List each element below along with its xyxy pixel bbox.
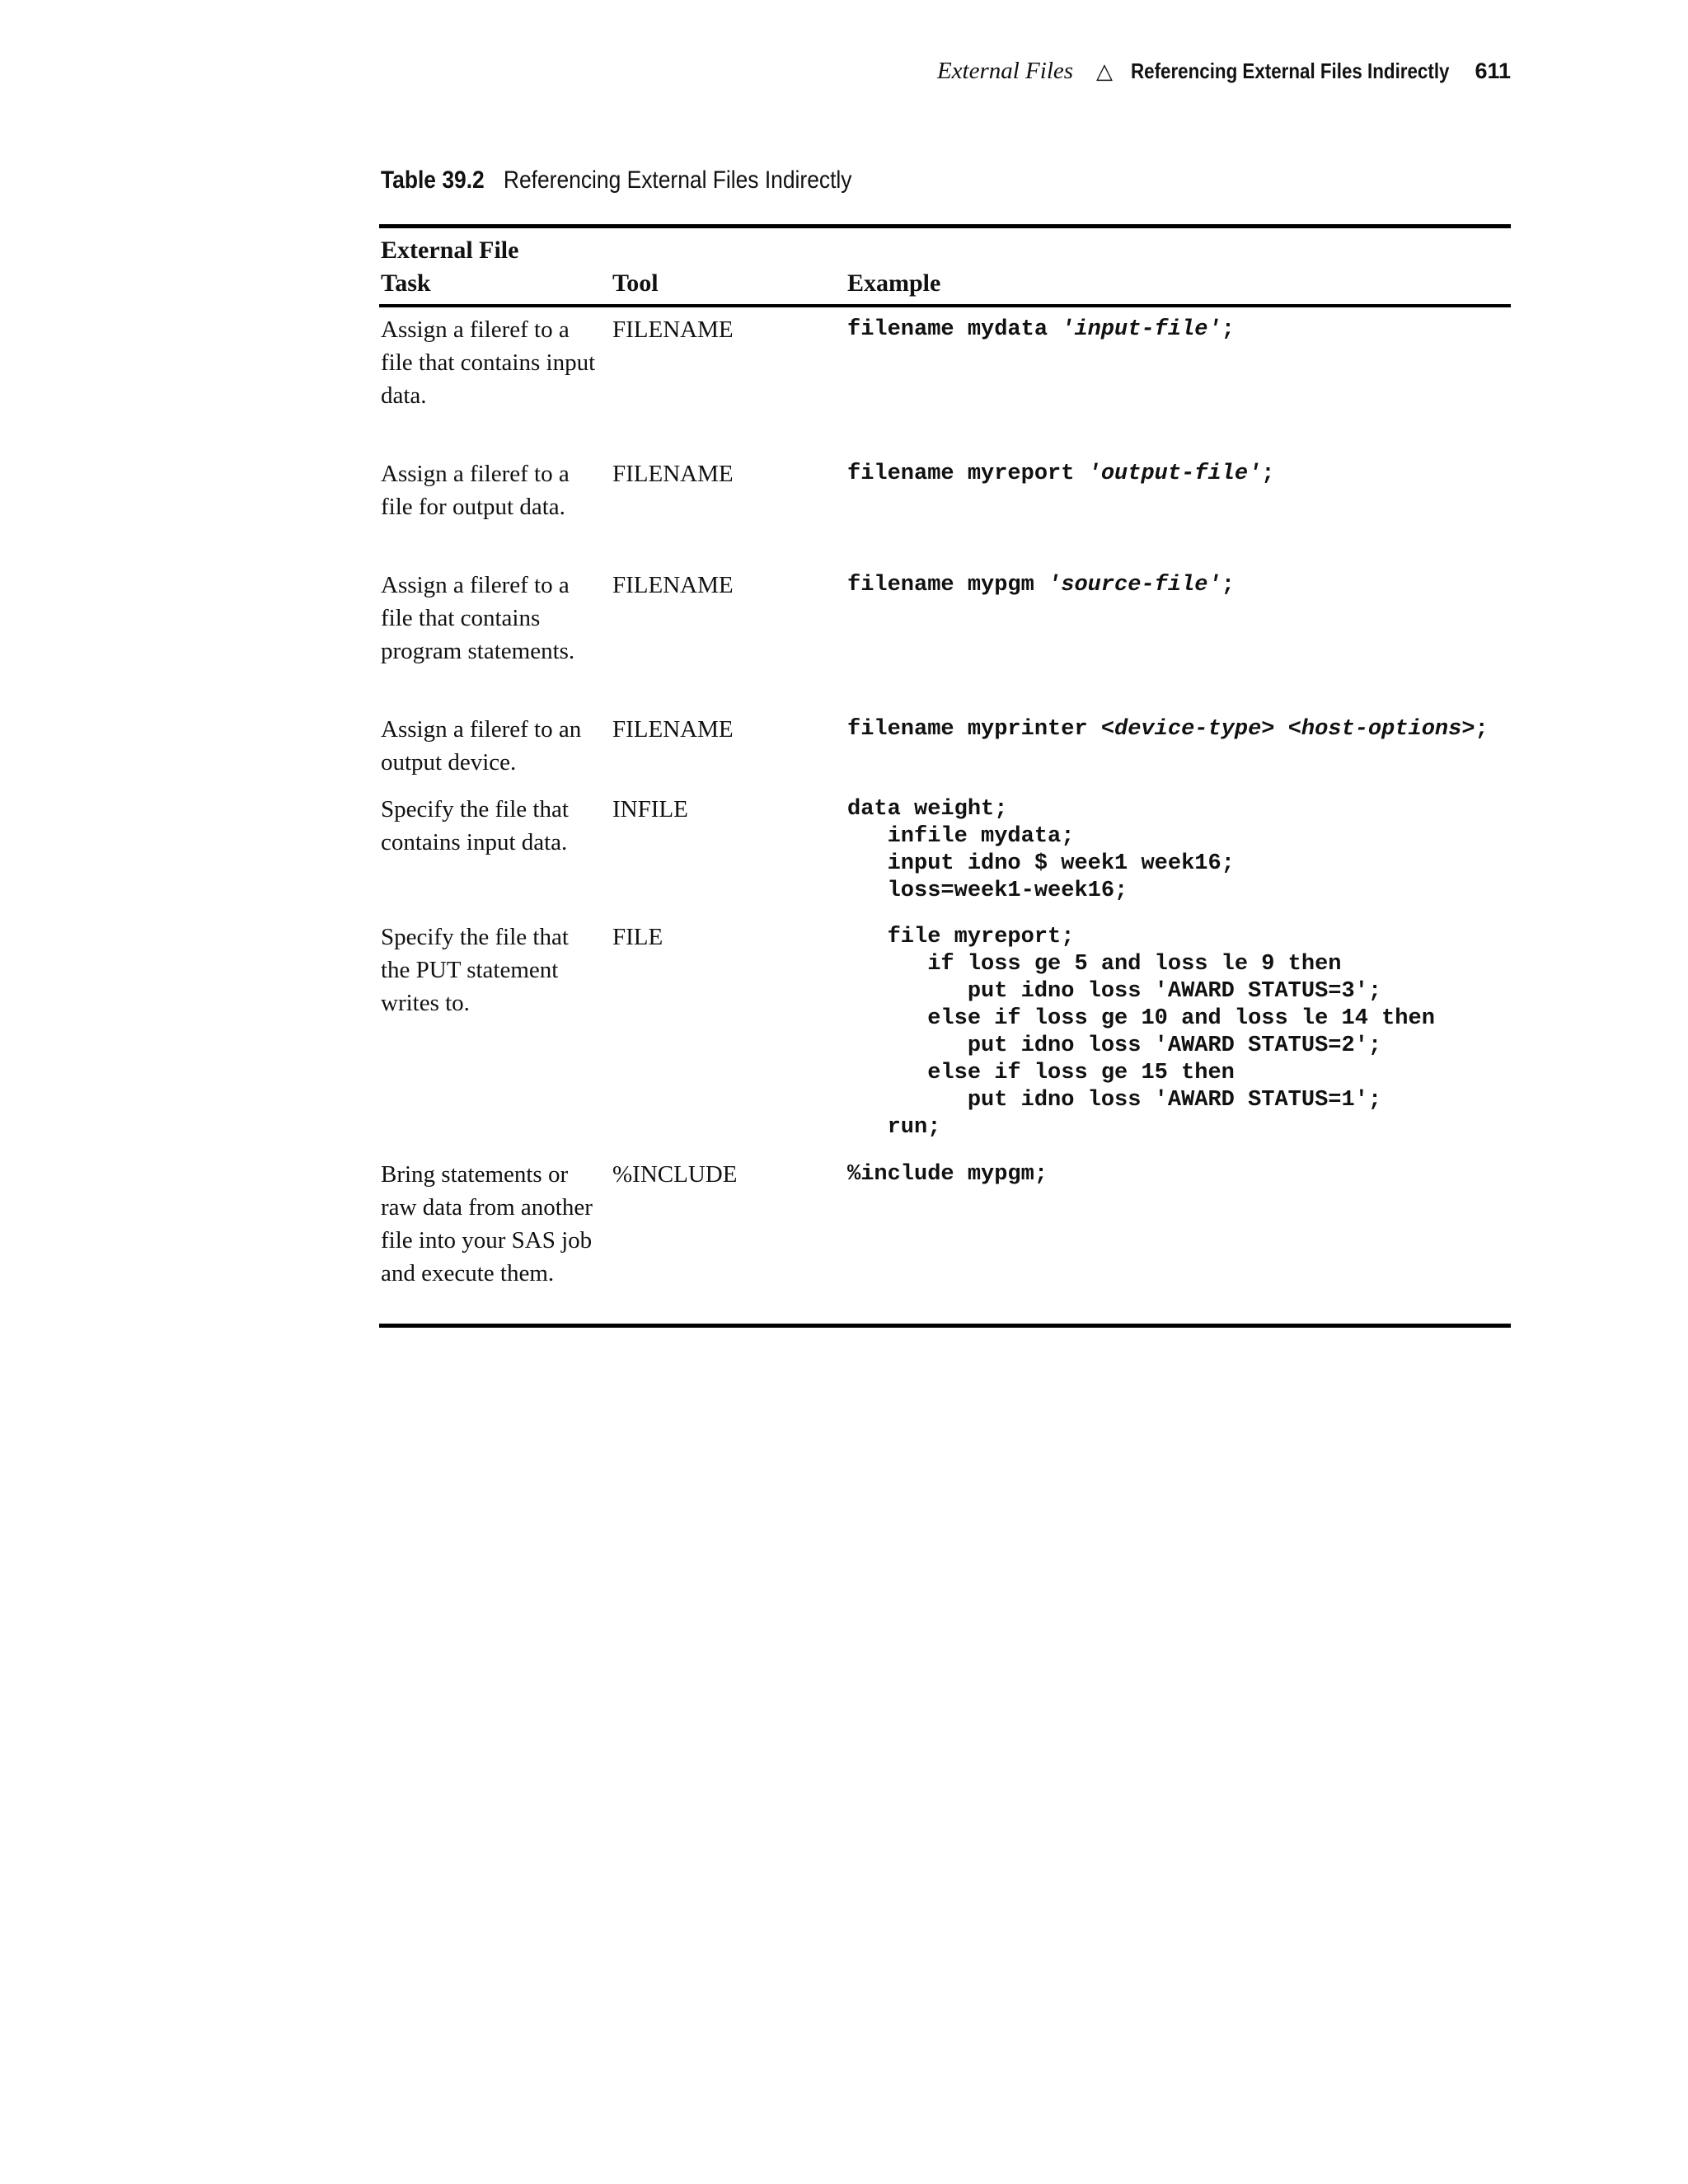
row-5-task: Specify the file that contains input data. [381, 796, 569, 855]
table-top-rule [379, 224, 1511, 228]
row-5-tool: INFILE [612, 796, 688, 823]
table-bottom-rule [379, 1324, 1511, 1328]
row-2-example-arg: 'output-file' [1087, 462, 1262, 486]
row-7-task: Bring statements or raw data from another file into your SAS job and execute them. [381, 1161, 593, 1286]
column-header-example: Example [847, 269, 941, 297]
row-2-example-end: ; [1261, 462, 1275, 486]
row-6-task: Specify the file that the PUT statement writes to. [381, 924, 569, 1016]
row-3-task: Assign a fileref to a file that contains program statements. [381, 572, 575, 664]
row-1-example [847, 316, 1235, 344]
row-4-example [847, 716, 1489, 743]
column-header-task [381, 234, 518, 300]
row-6-tool: FILE [612, 924, 663, 950]
row-1-tool: FILENAME [612, 316, 734, 343]
header-section: External Files [936, 58, 1074, 84]
row-2-task: Assign a fileref to a file for output data. [381, 461, 570, 520]
row-2-example-code: filename myreport [847, 462, 1088, 486]
table-caption [381, 166, 851, 194]
column-header-task-line2: Task [381, 269, 431, 297]
row-3-example-code: filename mypgm [847, 573, 1048, 598]
column-header-tool: Tool [612, 269, 659, 297]
header-running-title: Referencing External Files Indirectly [1131, 59, 1450, 83]
row-1-example-code: filename mydata [847, 317, 1062, 342]
row-1-example-arg: 'input-file' [1061, 317, 1221, 342]
running-header [937, 58, 1511, 85]
row-3-example-end: ; [1221, 573, 1235, 598]
row-4-task: Assign a fileref to an output device. [381, 716, 582, 776]
table-number: Table 39.2 [381, 166, 485, 194]
row-4-tool: FILENAME [612, 716, 734, 743]
row-1-task: Assign a fileref to a file that contains input data. [381, 316, 596, 409]
row-2-example [847, 461, 1275, 488]
row-7-tool: %INCLUDE [612, 1161, 738, 1188]
row-4-example-end: ; [1475, 717, 1489, 742]
row-1-example-end: ; [1221, 317, 1235, 342]
row-2-tool: FILENAME [612, 461, 734, 487]
table-header-rule [379, 304, 1511, 307]
row-4-example-arg: <device-type> <host-options> [1100, 717, 1475, 742]
column-header-task-line1: External File [381, 237, 519, 264]
row-4-example-code: filename myprinter [847, 717, 1101, 742]
table-title: Referencing External Files Indirectly [503, 166, 852, 194]
page-number: 611 [1475, 59, 1511, 83]
row-3-tool: FILENAME [612, 572, 734, 598]
triangle-icon: △ [1096, 59, 1114, 84]
row-3-example-arg: 'source-file' [1048, 573, 1221, 598]
row-7-example: %include mypgm; [847, 1162, 1048, 1187]
row-3-example [847, 572, 1235, 599]
row-5-example: data weight; infile mydata; input idno $ week1 week16; loss=week1-week16; [847, 797, 1235, 903]
row-6-example: file myreport; if loss ge 5 and loss le 9 then put idno loss 'AWARD STATUS=3'; else if loss ge 10 and loss le 14 then put idno loss 'AWARD STATUS=2'; else if loss ge 15 then put idno loss 'AWARD STATUS=1'; run; [887, 925, 1435, 1140]
